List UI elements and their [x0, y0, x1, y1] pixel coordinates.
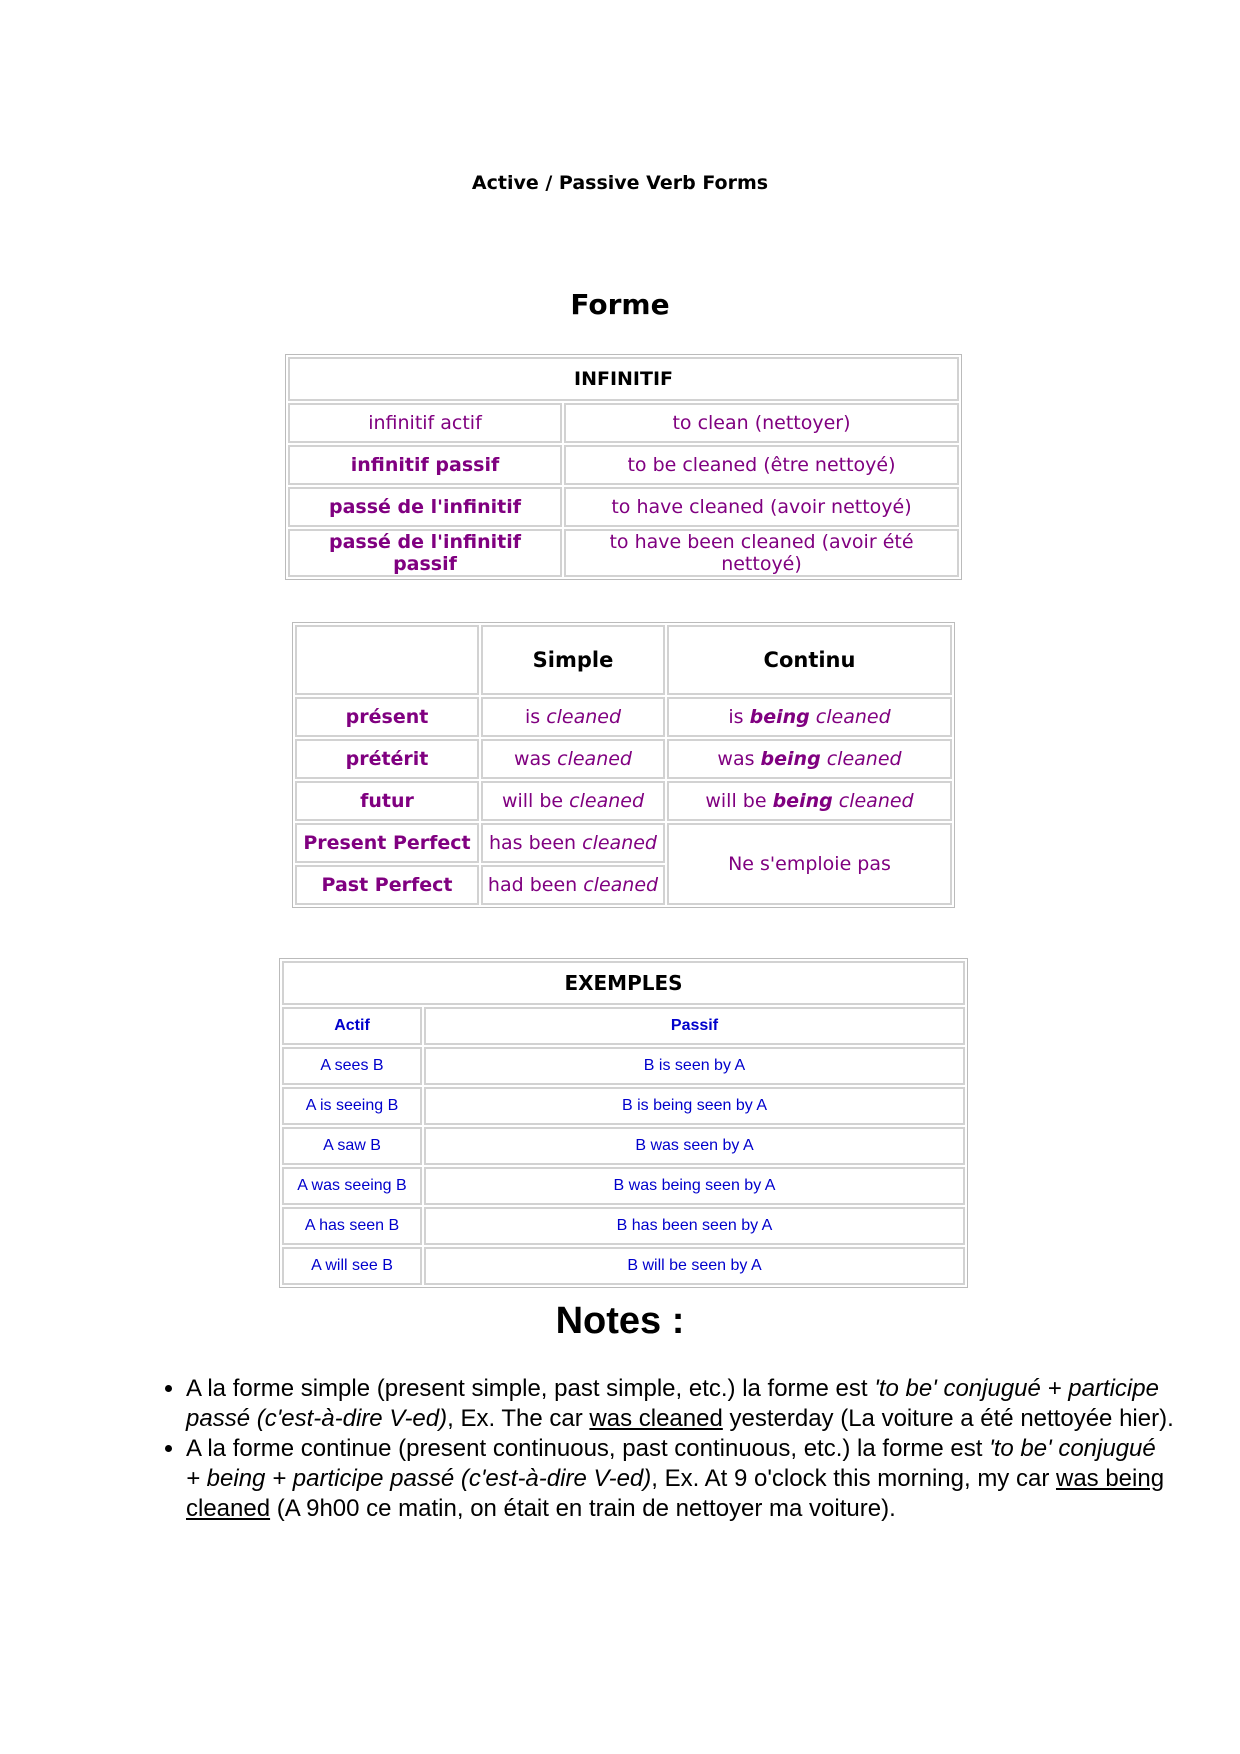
- table-row: [282, 1167, 965, 1205]
- notes-heading: Notes :: [555, 1300, 685, 1342]
- continuous-form: [667, 781, 952, 821]
- list-item: [186, 1374, 1176, 1434]
- continuous-form: [667, 739, 952, 779]
- tense-label: Present Perfect: [295, 823, 479, 863]
- table-row: [288, 403, 959, 443]
- participle: cleaned: [546, 706, 622, 728]
- passif-cell: B is being seen by A: [424, 1087, 965, 1125]
- infinitif-value: to have been cleaned (avoir été nettoyé): [564, 529, 959, 577]
- infinitif-value: to be cleaned (être nettoyé): [564, 445, 959, 485]
- infinitif-table: [285, 354, 962, 580]
- note-example-verb: was being cleaned: [186, 1465, 1165, 1522]
- table-row: [282, 1247, 965, 1285]
- infinitif-label: infinitif passif: [288, 445, 562, 485]
- actif-cell: A was seeing B: [282, 1167, 422, 1205]
- note-text: (A 9h00 ce matin, on était en train de nettoyer ma voiture).: [270, 1495, 896, 1522]
- auxiliary: was: [717, 748, 755, 770]
- auxiliary: is: [728, 706, 744, 728]
- table-row: [282, 1207, 965, 1245]
- passif-header: Passif: [424, 1007, 965, 1045]
- actif-cell: A will see B: [282, 1247, 422, 1285]
- simple-form: [481, 865, 665, 905]
- participle: cleaned: [582, 832, 657, 854]
- examples-table: [279, 958, 968, 1288]
- examples-caption: EXEMPLES: [282, 961, 965, 1005]
- auxiliary: is: [524, 706, 541, 728]
- not-used-note: Ne s'emploie pas: [667, 823, 952, 905]
- notes-list: [146, 1374, 1176, 1524]
- note-formula: 'to be' conjugué + being + participe passé (c'est-à-dire V-ed): [186, 1435, 1156, 1492]
- note-text: , Ex. The car: [447, 1405, 590, 1432]
- being-word: being: [772, 790, 833, 812]
- being-word: being: [749, 706, 810, 728]
- table-row: [295, 781, 952, 821]
- table-row: [282, 1047, 965, 1085]
- auxiliary: had been: [487, 874, 578, 896]
- participle: cleaned: [569, 790, 645, 812]
- passif-cell: B was seen by A: [424, 1127, 965, 1165]
- table-row: [282, 1087, 965, 1125]
- simple-form: [481, 697, 665, 737]
- passif-cell: B will be seen by A: [424, 1247, 965, 1285]
- infinitif-label: infinitif actif: [288, 403, 562, 443]
- infinitif-value: to have cleaned (avoir nettoyé): [564, 487, 959, 527]
- infinitif-label: passé de l'infinitif passif: [288, 529, 562, 577]
- table-row: [288, 487, 959, 527]
- participle: cleaned: [583, 874, 659, 896]
- infinitif-value: to clean (nettoyer): [564, 403, 959, 443]
- page-title: Active / Passive Verb Forms: [471, 172, 769, 194]
- actif-cell: A saw B: [282, 1127, 422, 1165]
- table-row: [295, 739, 952, 779]
- passif-cell: B is seen by A: [424, 1047, 965, 1085]
- table-row: [282, 1127, 965, 1165]
- table-row: [295, 697, 952, 737]
- participle: cleaned: [557, 748, 632, 770]
- table-row: [288, 445, 959, 485]
- auxiliary: was: [514, 748, 552, 770]
- actif-header: Actif: [282, 1007, 422, 1045]
- forme-heading: Forme: [570, 288, 670, 321]
- actif-cell: A sees B: [282, 1047, 422, 1085]
- tense-label: présent: [295, 697, 479, 737]
- note-text: A la forme continue (present continuous, past continuous, etc.) la forme est: [186, 1435, 990, 1462]
- infinitif-table-caption: INFINITIF: [288, 357, 959, 401]
- passif-cell: B was being seen by A: [424, 1167, 965, 1205]
- simple-header: Simple: [481, 625, 665, 695]
- empty-header-cell: [295, 625, 479, 695]
- continuous-form: [667, 697, 952, 737]
- actif-cell: A has seen B: [282, 1207, 422, 1245]
- participle: cleaned: [838, 790, 914, 812]
- auxiliary: will be: [705, 790, 767, 812]
- infinitif-label: passé de l'infinitif: [288, 487, 562, 527]
- table-row: [295, 823, 952, 863]
- list-item: [186, 1434, 1176, 1524]
- simple-form: [481, 739, 665, 779]
- simple-form: [481, 781, 665, 821]
- tense-label: Past Perfect: [295, 865, 479, 905]
- passif-cell: B has been seen by A: [424, 1207, 965, 1245]
- tense-label: prétérit: [295, 739, 479, 779]
- simple-form: [481, 823, 665, 863]
- note-text: A la forme simple (present simple, past simple, etc.) la forme est: [186, 1375, 875, 1402]
- tense-label: futur: [295, 781, 479, 821]
- being-word: being: [760, 748, 821, 770]
- participle: cleaned: [815, 706, 891, 728]
- tense-table: [292, 622, 955, 908]
- note-text: yesterday (La voiture a été nettoyée hier).: [722, 1405, 1174, 1432]
- participle: cleaned: [826, 748, 902, 770]
- auxiliary: will be: [501, 790, 564, 812]
- note-formula: 'to be' conjugué + participe passé (c'est-à-dire V-ed): [186, 1375, 1159, 1432]
- auxiliary: has been: [488, 832, 577, 854]
- note-example-verb: was cleaned: [589, 1405, 723, 1432]
- note-text: , Ex. At 9 o'clock this morning, my car: [651, 1465, 1056, 1492]
- continu-header: Continu: [667, 625, 952, 695]
- actif-cell: A is seeing B: [282, 1087, 422, 1125]
- table-row: [288, 529, 959, 577]
